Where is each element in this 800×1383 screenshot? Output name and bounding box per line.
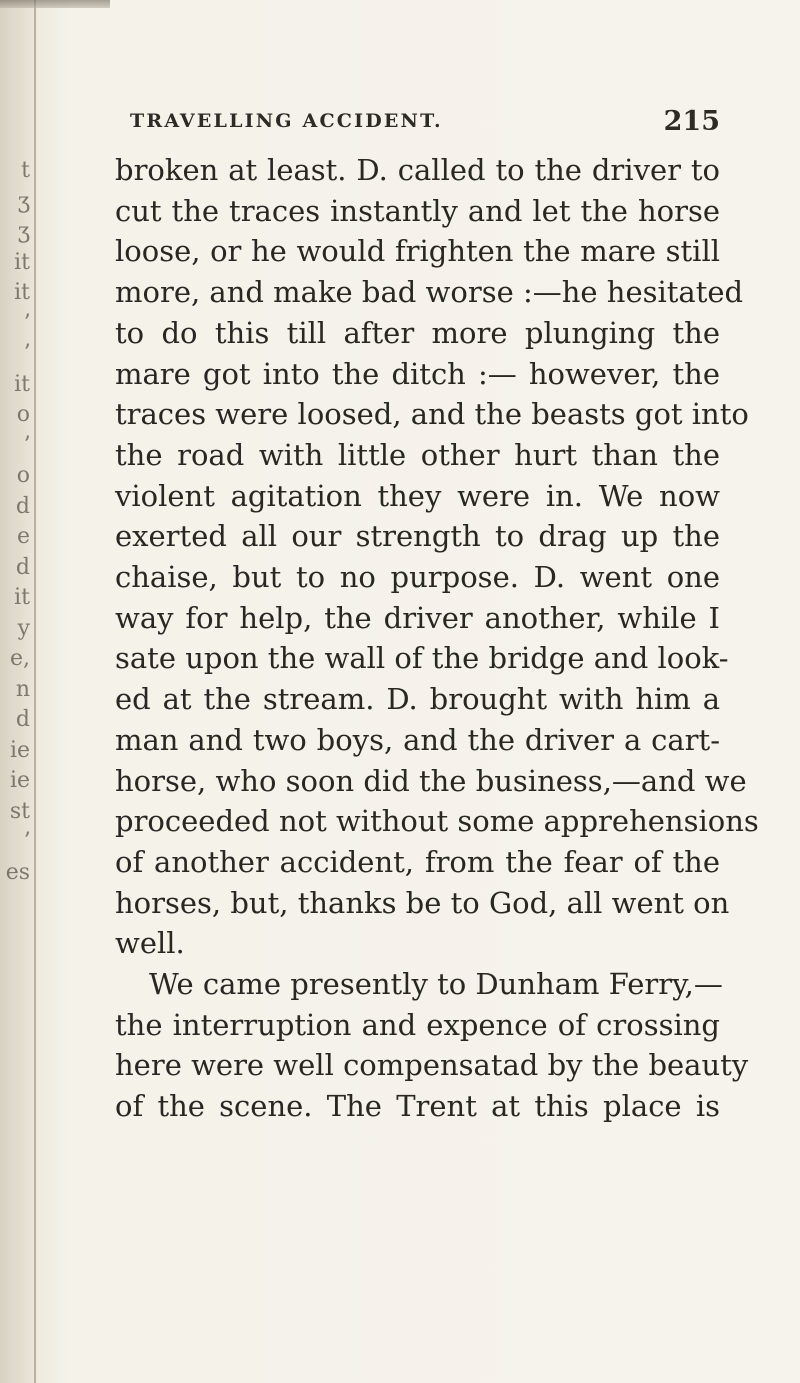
bleed-glyph: t bbox=[21, 158, 30, 183]
bleed-glyph: ie bbox=[9, 737, 30, 763]
bleed-glyph: ʼ bbox=[23, 310, 30, 336]
text-line: horses, but, thanks be to God, all went on bbox=[115, 885, 730, 920]
text-line: sate upon the wall of the bridge and look- bbox=[115, 641, 729, 676]
text-line: horse, who soon did the business,—and we bbox=[115, 763, 747, 798]
text-line: proceeded not without some apprehensions bbox=[115, 804, 759, 839]
text-line: the interruption and expence of crossing bbox=[115, 1007, 720, 1042]
text-line: man and two boys, and the driver a cart- bbox=[115, 722, 720, 757]
text-line: We came presently to Dunham Ferry,— bbox=[149, 967, 723, 1002]
text-line: violent agitation they were in. We now bbox=[115, 478, 720, 513]
text-line: loose, or he would frighten the mare still bbox=[115, 234, 720, 269]
bleed-glyph: ie bbox=[9, 768, 30, 793]
bleed-glyph: e, bbox=[9, 646, 30, 671]
text-line: of another accident, from the fear of the bbox=[115, 844, 720, 879]
bleed-glyph: it bbox=[14, 280, 30, 305]
bleed-glyph: y bbox=[17, 615, 30, 641]
bleed-glyph: o bbox=[16, 463, 30, 488]
gutter-edge-line bbox=[34, 0, 36, 1383]
page-corner-shadow bbox=[0, 0, 110, 8]
text-line: here were well compensatad by the beauty bbox=[115, 1048, 749, 1083]
bleed-glyph: it bbox=[14, 371, 30, 397]
text-line: mare got into the ditch :— however, the bbox=[115, 356, 720, 391]
bleed-glyph: n bbox=[15, 676, 30, 702]
bleed-glyph: d bbox=[15, 707, 30, 732]
bleed-glyph: es bbox=[5, 859, 30, 885]
text-line: cut the traces instantly and let the horse bbox=[115, 193, 720, 228]
bleed-glyph: ʼ bbox=[23, 829, 30, 854]
text-line: well. bbox=[115, 926, 185, 961]
running-header bbox=[130, 108, 720, 142]
text-line: way for help, the driver another, while I bbox=[115, 600, 720, 635]
text-line: ed at the stream. D. brought with him a bbox=[115, 682, 720, 717]
page-number: 215 bbox=[663, 106, 720, 137]
text-line: the road with little other hurt than the bbox=[115, 437, 720, 472]
bleed-glyph: e bbox=[16, 524, 30, 549]
bleed-glyph: it bbox=[14, 585, 30, 610]
bleed-glyph: ʒ bbox=[17, 188, 30, 214]
text-line: broken at least. D. called to the driver to bbox=[115, 153, 720, 187]
text-line: more, and make bad worse :—he hesitated bbox=[115, 275, 744, 310]
text-line: to do this till after more plunging the bbox=[115, 315, 720, 350]
bleed-glyph: it bbox=[14, 249, 30, 275]
bleed-glyph: ʼ bbox=[23, 341, 30, 366]
body-text bbox=[115, 150, 759, 1127]
bleed-glyph: ʼ bbox=[23, 432, 30, 458]
bleed-glyph: d bbox=[15, 493, 30, 519]
bleed-glyph: ʒ bbox=[17, 219, 30, 244]
text-line: of the scene. The Trent at this place is bbox=[115, 1089, 720, 1124]
text-line: exerted all our strength to drag up the bbox=[115, 519, 720, 554]
bleed-glyph: st bbox=[9, 798, 30, 824]
bleed-glyph: o bbox=[16, 402, 30, 427]
running-title: TRAVELLING ACCIDENT. bbox=[130, 110, 443, 132]
text-line: traces were loosed, and the beasts got into bbox=[115, 397, 749, 432]
text-line: chaise, but to no purpose. D. went one bbox=[115, 560, 720, 595]
bleed-glyph: d bbox=[15, 554, 30, 580]
